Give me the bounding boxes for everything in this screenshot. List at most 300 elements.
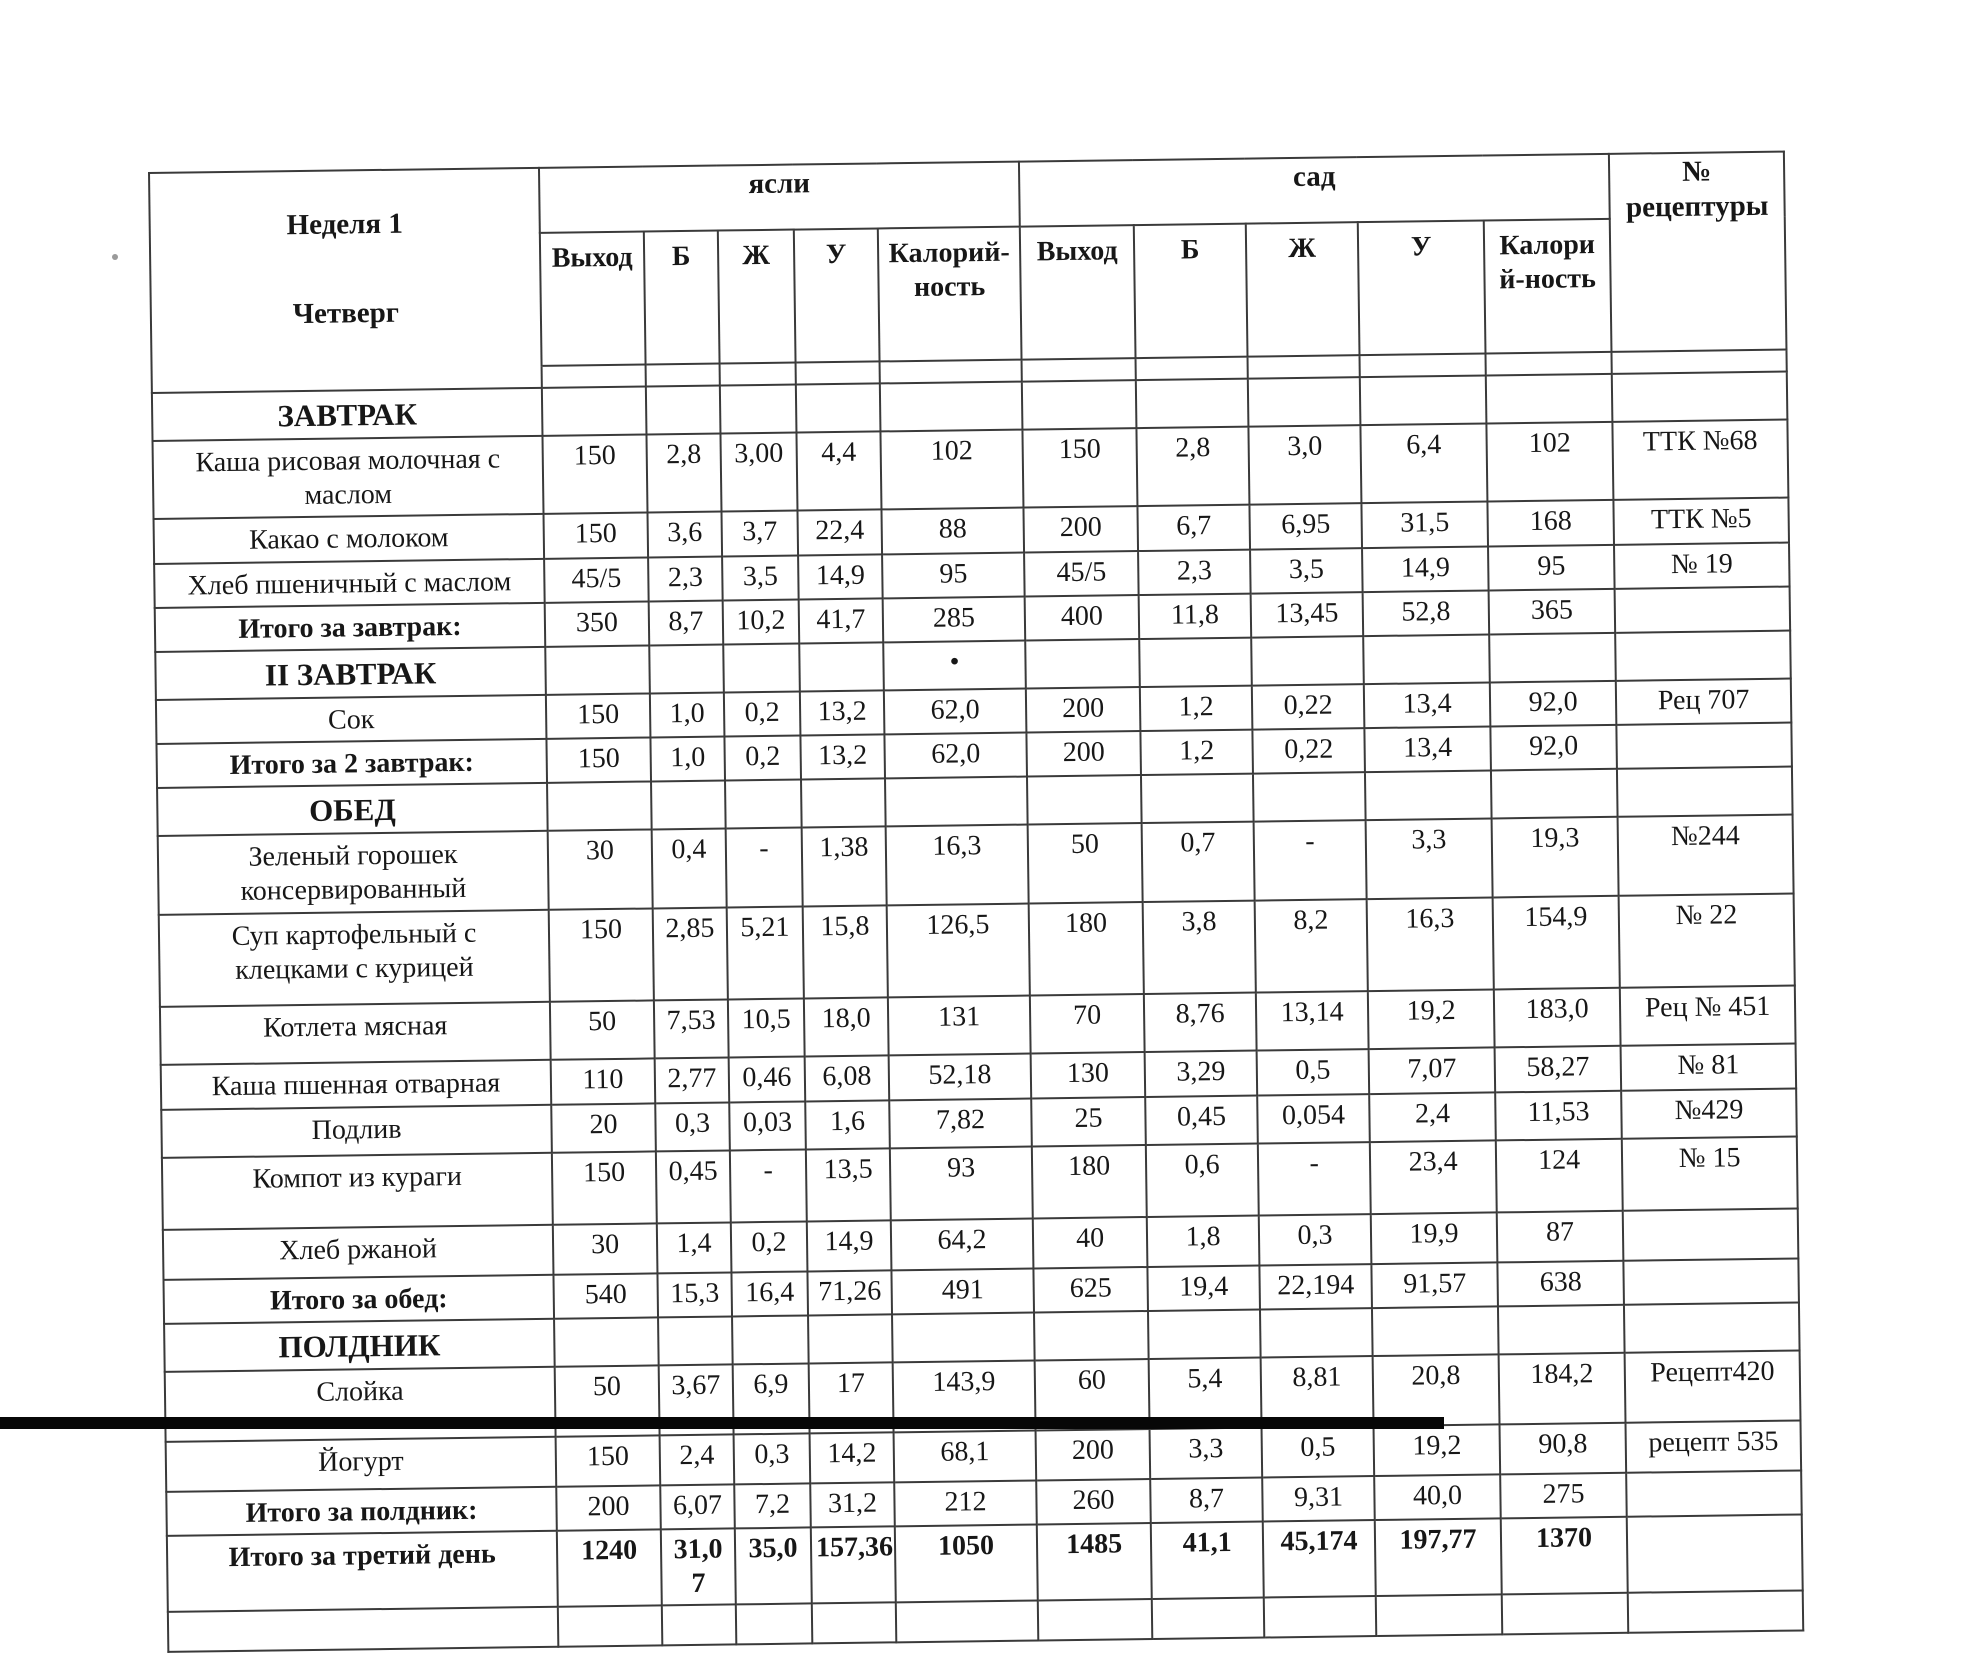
sad-protein-cell bbox=[1136, 356, 1248, 379]
yasli-vyhod-cell: 45/5 bbox=[544, 557, 649, 603]
yasli-carb-cell: 41,7 bbox=[799, 599, 884, 644]
sad-protein-cell: 19,4 bbox=[1147, 1265, 1260, 1311]
yasli-vyhod-cell: 350 bbox=[545, 602, 650, 648]
sad-calorie-cell: 638 bbox=[1497, 1260, 1624, 1306]
dish-name-cell: Итого за завтрак: bbox=[155, 603, 546, 652]
yasli-fat-cell: 0,46 bbox=[729, 1056, 806, 1102]
yasli-carb-cell bbox=[812, 1602, 897, 1643]
sad-protein-cell bbox=[1152, 1598, 1265, 1639]
dish-name-cell: Зеленый горошек консервированный bbox=[158, 831, 549, 914]
sad-fat-cell: 8,81 bbox=[1261, 1356, 1374, 1427]
sad-calorie-cell bbox=[1486, 352, 1612, 376]
sad-vyhod-cell bbox=[1034, 1311, 1149, 1360]
dish-name-cell: Котлета мясная bbox=[160, 1001, 551, 1064]
sad-fat-cell: - bbox=[1254, 820, 1367, 900]
sad-fat-cell: 0,3 bbox=[1259, 1214, 1372, 1265]
yasli-protein-cell: 2,4 bbox=[660, 1434, 735, 1485]
yasli-calorie-cell bbox=[892, 1312, 1035, 1362]
sad-calorie-cell bbox=[1502, 1593, 1629, 1635]
yasli-vyhod-cell: 150 bbox=[549, 908, 654, 1001]
sad-carb-cell: 23,4 bbox=[1370, 1140, 1497, 1214]
recipe-number-cell bbox=[1623, 1208, 1799, 1260]
sad-calorie-cell: 58,27 bbox=[1495, 1045, 1622, 1092]
dish-name-cell: ЗАВТРАК bbox=[152, 388, 543, 441]
sad-calorie-cell: 184,2 bbox=[1499, 1352, 1626, 1424]
sad-calorie-cell: 95 bbox=[1488, 545, 1615, 591]
recipe-number-cell: № 19 bbox=[1614, 543, 1790, 589]
sad-protein-cell: 1,2 bbox=[1140, 730, 1253, 776]
yasli-calorie-cell: 95 bbox=[882, 553, 1025, 599]
sad-calorie-cell: 154,9 bbox=[1493, 895, 1620, 989]
recipe-number-cell: ТТК №5 bbox=[1614, 498, 1790, 545]
sad-fat-cell: 3,0 bbox=[1248, 425, 1361, 505]
dish-name-cell: Слойка bbox=[165, 1366, 556, 1441]
sad-fat-cell: 22,194 bbox=[1259, 1264, 1372, 1310]
sad-vyhod-cell: 260 bbox=[1036, 1479, 1151, 1525]
yasli-vyhod-cell bbox=[547, 782, 652, 831]
yasli-fat-cell: 3,7 bbox=[721, 511, 798, 557]
yasli-calorie-cell bbox=[880, 381, 1023, 431]
recipe-number-cell bbox=[1628, 1590, 1804, 1632]
yasli-vyhod-cell: 150 bbox=[544, 512, 649, 558]
yasli-carb-cell: 71,26 bbox=[807, 1270, 892, 1315]
yasli-fat-header: Ж bbox=[718, 229, 796, 363]
yasli-fat-cell: 0,2 bbox=[724, 692, 801, 737]
sad-vyhod-cell: 60 bbox=[1035, 1359, 1150, 1430]
sad-carb-cell: 52,8 bbox=[1363, 591, 1490, 637]
sad-vyhod-cell bbox=[1027, 775, 1142, 824]
sad-vyhod-cell bbox=[1025, 639, 1140, 688]
yasli-protein-cell: 0,3 bbox=[655, 1102, 730, 1151]
yasli-vyhod-cell: 150 bbox=[542, 434, 647, 514]
sad-carb-cell: 13,4 bbox=[1364, 683, 1491, 729]
group-header-yasli: ясли bbox=[539, 162, 1020, 233]
sad-protein-cell: 3,3 bbox=[1150, 1427, 1263, 1478]
sad-protein-cell: 0,45 bbox=[1145, 1095, 1258, 1144]
yasli-protein-cell: 1,0 bbox=[650, 737, 725, 782]
yasli-vyhod-cell: 30 bbox=[553, 1223, 658, 1274]
yasli-carb-cell: 14,9 bbox=[807, 1220, 892, 1271]
yasli-calorie-cell: 285 bbox=[883, 597, 1026, 643]
sad-calorie-cell: 183,0 bbox=[1494, 987, 1621, 1047]
yasli-carb-cell bbox=[796, 383, 881, 432]
dish-name-cell: Итого за третий день bbox=[167, 1530, 558, 1611]
yasli-fat-cell bbox=[723, 644, 800, 693]
dish-name-cell: Хлеб ржаной bbox=[163, 1224, 554, 1279]
sad-carb-cell: 16,3 bbox=[1367, 897, 1494, 991]
sad-calorie-cell: 92,0 bbox=[1490, 681, 1617, 727]
sad-carb-cell: 19,2 bbox=[1368, 989, 1495, 1049]
yasli-protein-cell: 8,7 bbox=[649, 601, 724, 646]
yasli-vyhod-cell: 1240 bbox=[557, 1529, 662, 1607]
recipe-number-cell: Рецепт420 bbox=[1625, 1350, 1801, 1422]
yasli-fat-cell bbox=[725, 780, 802, 829]
yasli-protein-cell: 7,53 bbox=[654, 999, 729, 1058]
sad-protein-cell: 6,7 bbox=[1138, 505, 1251, 551]
yasli-calorie-cell: 126,5 bbox=[887, 903, 1030, 997]
yasli-calorie-cell: 212 bbox=[894, 1480, 1037, 1526]
recipe-number-cell: Рец 707 bbox=[1616, 679, 1792, 725]
yasli-protein-cell: 3,67 bbox=[659, 1364, 734, 1435]
sad-carb-cell bbox=[1365, 771, 1492, 820]
yasli-fat-cell: - bbox=[726, 828, 803, 907]
dish-name-cell: ОБЕД bbox=[157, 783, 548, 836]
sad-calorie-cell: 19,3 bbox=[1492, 817, 1619, 897]
sad-protein-cell: 0,7 bbox=[1142, 822, 1255, 902]
sad-calorie-cell: 87 bbox=[1497, 1210, 1624, 1262]
yasli-protein-cell bbox=[646, 385, 721, 434]
yasli-calorie-cell: 143,9 bbox=[893, 1360, 1036, 1432]
sad-fat-header: Ж bbox=[1246, 222, 1360, 357]
yasli-carb-cell: 1,38 bbox=[802, 827, 887, 906]
yasli-vyhod-cell: 50 bbox=[550, 1000, 655, 1059]
yasli-carb-cell bbox=[808, 1314, 893, 1363]
dish-name-cell: Итого за полдник: bbox=[166, 1486, 557, 1535]
yasli-fat-cell bbox=[732, 1315, 809, 1364]
yasli-protein-cell: 3,6 bbox=[647, 512, 722, 558]
yasli-fat-cell: 5,21 bbox=[727, 906, 804, 999]
yasli-vyhod-cell: 200 bbox=[556, 1485, 661, 1531]
dish-name-cell: Суп картофельный с клецками с курицей bbox=[159, 909, 550, 1006]
yasli-fat-cell bbox=[720, 384, 797, 433]
yasli-protein-cell bbox=[658, 1316, 733, 1365]
sad-carb-cell: 19,9 bbox=[1371, 1212, 1498, 1264]
yasli-carb-cell: 14,9 bbox=[798, 554, 883, 599]
sad-fat-cell: 0,054 bbox=[1257, 1094, 1370, 1143]
yasli-carb-cell bbox=[796, 361, 880, 384]
sad-protein-header: Б bbox=[1134, 223, 1248, 358]
yasli-calorie-cell: 52,18 bbox=[889, 1053, 1032, 1100]
yasli-protein-cell: 2,3 bbox=[648, 557, 723, 602]
sad-carb-cell bbox=[1363, 635, 1490, 684]
scan-edge-artifact bbox=[0, 1417, 1444, 1429]
sad-carb-cell bbox=[1360, 353, 1486, 377]
yasli-fat-cell: 0,2 bbox=[724, 736, 801, 781]
yasli-protein-cell bbox=[646, 363, 720, 386]
dish-name-cell: Какао с молоком bbox=[154, 514, 545, 564]
yasli-protein-cell: 0,45 bbox=[656, 1150, 731, 1223]
yasli-fat-cell: 10,5 bbox=[728, 998, 805, 1057]
scan-speck-artifact bbox=[112, 254, 118, 260]
sad-carb-cell bbox=[1372, 1306, 1499, 1355]
yasli-vyhod-cell: 150 bbox=[546, 694, 651, 740]
dish-name-cell bbox=[168, 1607, 558, 1652]
yasli-fat-cell: 6,9 bbox=[733, 1363, 810, 1434]
recipe-number-cell bbox=[1612, 349, 1787, 373]
sad-vyhod-cell bbox=[1022, 380, 1137, 429]
yasli-protein-cell: 15,3 bbox=[657, 1272, 732, 1317]
yasli-carb-cell: 15,8 bbox=[803, 905, 888, 998]
dish-name-cell: II ЗАВТРАК bbox=[155, 647, 546, 700]
sad-fat-cell bbox=[1260, 1308, 1373, 1357]
yasli-protein-cell: 1,4 bbox=[657, 1222, 732, 1273]
sad-protein-cell: 8,7 bbox=[1150, 1477, 1263, 1523]
sad-carb-header: У bbox=[1358, 220, 1486, 355]
yasli-calorie-cell bbox=[880, 359, 1022, 383]
sad-calorie-cell: 90,8 bbox=[1500, 1422, 1627, 1474]
sad-carb-cell bbox=[1376, 1594, 1503, 1636]
dish-name-cell: Подлив bbox=[161, 1104, 552, 1157]
recipe-number-cell: № 81 bbox=[1621, 1043, 1797, 1090]
yasli-carb-cell: 18,0 bbox=[804, 997, 889, 1056]
dish-name-cell: Компот из кураги bbox=[162, 1152, 553, 1229]
yasli-vyhod-cell bbox=[545, 646, 650, 695]
sad-calorie-cell: 92,0 bbox=[1490, 725, 1617, 771]
yasli-calorie-cell: 102 bbox=[880, 429, 1023, 509]
recipe-number-cell bbox=[1616, 723, 1792, 769]
yasli-carb-cell: 17 bbox=[809, 1362, 894, 1433]
sad-fat-cell: 0,5 bbox=[1257, 1049, 1370, 1095]
yasli-vyhod-cell bbox=[542, 386, 647, 435]
sad-carb-cell: 91,57 bbox=[1371, 1262, 1498, 1308]
yasli-calorie-cell: 1050 bbox=[895, 1524, 1038, 1602]
sad-fat-cell: 0,22 bbox=[1252, 728, 1365, 774]
yasli-calorie-header: Калорий- ность bbox=[878, 226, 1022, 361]
sad-protein-cell: 2,8 bbox=[1136, 426, 1249, 506]
yasli-fat-cell: 0,2 bbox=[731, 1221, 808, 1272]
sad-carb-cell: 13,4 bbox=[1364, 727, 1491, 773]
yasli-fat-cell: 3,5 bbox=[722, 556, 799, 601]
yasli-fat-cell: 3,00 bbox=[720, 432, 797, 511]
sad-protein-cell: 5,4 bbox=[1149, 1357, 1262, 1428]
sad-protein-cell bbox=[1148, 1309, 1261, 1358]
yasli-carb-cell bbox=[801, 779, 886, 828]
yasli-vyhod-cell: 110 bbox=[551, 1058, 656, 1104]
sad-vyhod-cell bbox=[1038, 1599, 1153, 1640]
yasli-calorie-cell: 88 bbox=[881, 508, 1024, 555]
yasli-fat-cell bbox=[720, 362, 796, 385]
yasli-protein-header: Б bbox=[644, 230, 720, 364]
sad-carb-cell: 6,4 bbox=[1360, 423, 1487, 503]
yasli-fat-cell: 0,03 bbox=[729, 1101, 806, 1150]
yasli-calorie-cell: 491 bbox=[891, 1268, 1034, 1314]
sad-fat-cell: 13,45 bbox=[1251, 592, 1364, 638]
sad-vyhod-cell: 200 bbox=[1026, 687, 1141, 733]
corner-header-cell bbox=[149, 168, 542, 371]
recipe-number-cell bbox=[1627, 1514, 1803, 1593]
sad-fat-cell: 9,31 bbox=[1262, 1476, 1375, 1522]
sad-fat-cell bbox=[1264, 1596, 1377, 1637]
yasli-carb-cell: 22,4 bbox=[797, 509, 882, 555]
sad-protein-cell: 3,8 bbox=[1143, 900, 1256, 993]
dish-name-cell: Сок bbox=[156, 695, 547, 744]
dish-name-cell: Хлеб пшеничный с маслом bbox=[154, 559, 545, 608]
sad-calorie-cell bbox=[1491, 769, 1618, 818]
sad-carb-cell: 2,4 bbox=[1369, 1092, 1496, 1142]
sad-carb-cell: 40,0 bbox=[1374, 1474, 1501, 1520]
table-header bbox=[149, 152, 1787, 371]
sad-vyhod-cell bbox=[1022, 358, 1136, 381]
yasli-vyhod-cell: 150 bbox=[552, 1151, 657, 1224]
yasli-calorie-cell: 62,0 bbox=[884, 689, 1027, 735]
recipe-number-cell: Рец № 451 bbox=[1620, 985, 1796, 1045]
recipe-number-cell bbox=[1615, 631, 1791, 681]
sad-vyhod-cell: 50 bbox=[1028, 823, 1143, 903]
sad-protein-cell: 8,76 bbox=[1144, 992, 1257, 1051]
sad-calorie-cell: 365 bbox=[1489, 589, 1616, 635]
sad-vyhod-cell: 25 bbox=[1031, 1097, 1146, 1146]
sad-calorie-cell: 275 bbox=[1500, 1472, 1627, 1518]
recipe-number-cell bbox=[1617, 767, 1793, 817]
sad-fat-cell: 6,95 bbox=[1249, 503, 1362, 549]
yasli-fat-cell: 10,2 bbox=[723, 600, 800, 645]
day-label: Четверг bbox=[292, 296, 400, 331]
sad-calorie-cell bbox=[1489, 633, 1616, 682]
sad-vyhod-cell: 130 bbox=[1031, 1052, 1146, 1098]
dish-name-cell: Итого за 2 завтрак: bbox=[156, 739, 547, 788]
yasli-fat-cell: 0,3 bbox=[734, 1433, 811, 1484]
yasli-protein-cell bbox=[649, 645, 724, 694]
sad-calorie-cell: 1370 bbox=[1501, 1516, 1628, 1594]
yasli-protein-cell: 0,4 bbox=[652, 829, 727, 908]
yasli-calorie-cell bbox=[896, 1600, 1039, 1642]
sad-protein-cell: 41,1 bbox=[1151, 1521, 1264, 1599]
recipe-number-cell bbox=[1626, 1470, 1802, 1516]
yasli-vyhod-cell bbox=[542, 364, 646, 387]
yasli-carb-cell: 13,5 bbox=[806, 1148, 891, 1221]
sad-vyhod-cell: 1485 bbox=[1037, 1523, 1152, 1601]
sad-protein-cell bbox=[1136, 378, 1249, 427]
sad-calorie-cell: 102 bbox=[1486, 422, 1613, 502]
sad-vyhod-cell: 400 bbox=[1025, 595, 1140, 641]
sad-protein-cell: 0,6 bbox=[1146, 1143, 1259, 1216]
yasli-vyhod-cell: 540 bbox=[553, 1273, 658, 1319]
sad-calorie-cell bbox=[1486, 374, 1613, 423]
sad-vyhod-cell: 200 bbox=[1036, 1429, 1151, 1480]
sad-fat-cell: 45,174 bbox=[1263, 1520, 1376, 1598]
yasli-protein-cell: 31,0 7 bbox=[661, 1528, 736, 1605]
group-header-sad: сад bbox=[1019, 154, 1610, 226]
sad-vyhod-cell: 45/5 bbox=[1024, 551, 1139, 597]
yasli-fat-cell: 35,0 bbox=[735, 1527, 812, 1604]
sad-carb-cell bbox=[1360, 375, 1487, 424]
sad-carb-cell: 197,77 bbox=[1375, 1518, 1502, 1596]
yasli-calorie-cell: • bbox=[883, 641, 1026, 691]
sad-protein-cell: 1,2 bbox=[1140, 686, 1253, 732]
recipe-number-cell bbox=[1624, 1302, 1800, 1352]
yasli-fat-cell bbox=[736, 1603, 813, 1644]
yasli-vyhod-cell: 150 bbox=[546, 738, 651, 784]
yasli-protein-cell: 6,07 bbox=[660, 1484, 735, 1529]
recipe-number-cell: №244 bbox=[1618, 815, 1794, 896]
yasli-calorie-cell: 68,1 bbox=[894, 1430, 1037, 1482]
sad-fat-cell: - bbox=[1258, 1142, 1371, 1215]
dish-name-cell: Йогурт bbox=[166, 1436, 557, 1491]
recipe-number-cell bbox=[1615, 587, 1791, 633]
sad-fat-cell: 8,2 bbox=[1255, 899, 1368, 992]
sad-carb-cell: 31,5 bbox=[1361, 501, 1488, 548]
recipe-number-cell: №429 bbox=[1621, 1088, 1797, 1138]
sad-vyhod-cell: 180 bbox=[1032, 1145, 1147, 1218]
recipe-number-cell: № 22 bbox=[1619, 893, 1795, 987]
dish-name-cell: Каша пшенная отварная bbox=[161, 1059, 552, 1109]
sad-vyhod-cell: 70 bbox=[1030, 994, 1145, 1053]
yasli-carb-cell: 157,36 bbox=[811, 1526, 896, 1603]
sad-carb-cell: 20,8 bbox=[1373, 1354, 1500, 1426]
yasli-vyhod-cell bbox=[554, 1317, 659, 1366]
sad-fat-cell bbox=[1253, 773, 1366, 822]
recipe-number-cell: № 15 bbox=[1622, 1136, 1798, 1210]
yasli-calorie-cell: 131 bbox=[888, 995, 1031, 1055]
sad-calorie-cell: 168 bbox=[1487, 500, 1614, 547]
table-body bbox=[152, 349, 1804, 1651]
yasli-protein-cell: 2,8 bbox=[646, 433, 721, 512]
sad-vyhod-cell: 180 bbox=[1029, 902, 1144, 995]
yasli-calorie-cell: 62,0 bbox=[884, 733, 1027, 779]
yasli-vyhod-cell: 20 bbox=[551, 1103, 656, 1152]
yasli-carb-cell: 6,08 bbox=[805, 1055, 890, 1101]
yasli-protein-cell: 2,77 bbox=[655, 1057, 730, 1103]
yasli-fat-cell: - bbox=[730, 1149, 807, 1222]
yasli-vyhod-header: Выход bbox=[540, 231, 646, 366]
sad-fat-cell bbox=[1248, 355, 1360, 378]
sad-vyhod-cell: 200 bbox=[1024, 506, 1139, 552]
recipe-number-cell: рецепт 535 bbox=[1626, 1420, 1802, 1472]
sad-vyhod-cell: 200 bbox=[1026, 731, 1141, 777]
sad-calorie-cell: 124 bbox=[1496, 1138, 1623, 1212]
sad-vyhod-cell: 40 bbox=[1033, 1217, 1148, 1268]
recipe-number-header: № рецептуры bbox=[1609, 152, 1787, 352]
yasli-vyhod-cell: 50 bbox=[555, 1365, 660, 1436]
sad-fat-cell bbox=[1251, 636, 1364, 685]
yasli-calorie-cell: 7,82 bbox=[889, 1098, 1032, 1148]
yasli-fat-cell: 7,2 bbox=[734, 1483, 811, 1528]
yasli-protein-cell: 2,85 bbox=[653, 907, 728, 1000]
sad-fat-cell: 13,14 bbox=[1256, 991, 1369, 1050]
sad-protein-cell: 2,3 bbox=[1138, 550, 1251, 596]
yasli-fat-cell: 16,4 bbox=[731, 1271, 808, 1316]
recipe-number-cell: ТТК №68 bbox=[1612, 419, 1788, 500]
yasli-carb-header: У bbox=[794, 228, 880, 362]
yasli-carb-cell: 13,2 bbox=[800, 735, 885, 780]
yasli-vyhod-cell: 30 bbox=[548, 830, 653, 910]
sad-fat-cell: 0,5 bbox=[1262, 1426, 1375, 1477]
sad-fat-cell: 3,5 bbox=[1250, 548, 1363, 594]
sad-vyhod-cell: 625 bbox=[1033, 1267, 1148, 1313]
week-label: Неделя 1 bbox=[286, 208, 404, 242]
yasli-protein-cell: 1,0 bbox=[650, 693, 725, 738]
yasli-calorie-cell: 64,2 bbox=[891, 1218, 1034, 1270]
sad-calorie-header: Калори й-ность bbox=[1484, 218, 1612, 353]
yasli-protein-cell bbox=[651, 781, 726, 830]
sad-protein-cell bbox=[1139, 638, 1252, 687]
yasli-vyhod-cell bbox=[558, 1605, 663, 1646]
sad-carb-cell: 19,2 bbox=[1374, 1424, 1501, 1476]
sad-protein-cell: 1,8 bbox=[1147, 1215, 1260, 1266]
sad-protein-cell: 3,29 bbox=[1145, 1050, 1258, 1096]
recipe-number-cell bbox=[1623, 1258, 1799, 1304]
sad-carb-cell: 14,9 bbox=[1362, 546, 1489, 592]
dish-name-cell: Каша рисовая молочная с маслом bbox=[153, 436, 544, 519]
sad-fat-cell bbox=[1248, 377, 1361, 426]
sad-fat-cell: 0,22 bbox=[1252, 684, 1365, 730]
yasli-carb-cell: 4,4 bbox=[796, 431, 881, 510]
sad-protein-cell bbox=[1141, 774, 1254, 823]
yasli-carb-cell: 31,2 bbox=[810, 1482, 895, 1527]
sad-carb-cell: 7,07 bbox=[1369, 1047, 1496, 1094]
yasli-calorie-cell bbox=[885, 777, 1028, 827]
yasli-protein-cell bbox=[662, 1604, 737, 1645]
sad-vyhod-cell: 150 bbox=[1022, 428, 1137, 508]
yasli-carb-cell: 1,6 bbox=[805, 1100, 890, 1149]
sad-calorie-cell: 11,53 bbox=[1495, 1090, 1622, 1140]
yasli-calorie-cell: 16,3 bbox=[886, 825, 1029, 905]
sad-vyhod-header: Выход bbox=[1020, 225, 1136, 360]
yasli-carb-cell bbox=[799, 643, 884, 692]
dish-name-cell: ПОЛДНИК bbox=[164, 1319, 555, 1372]
yasli-carb-cell: 14,2 bbox=[810, 1432, 895, 1483]
sad-calorie-cell bbox=[1498, 1304, 1625, 1353]
